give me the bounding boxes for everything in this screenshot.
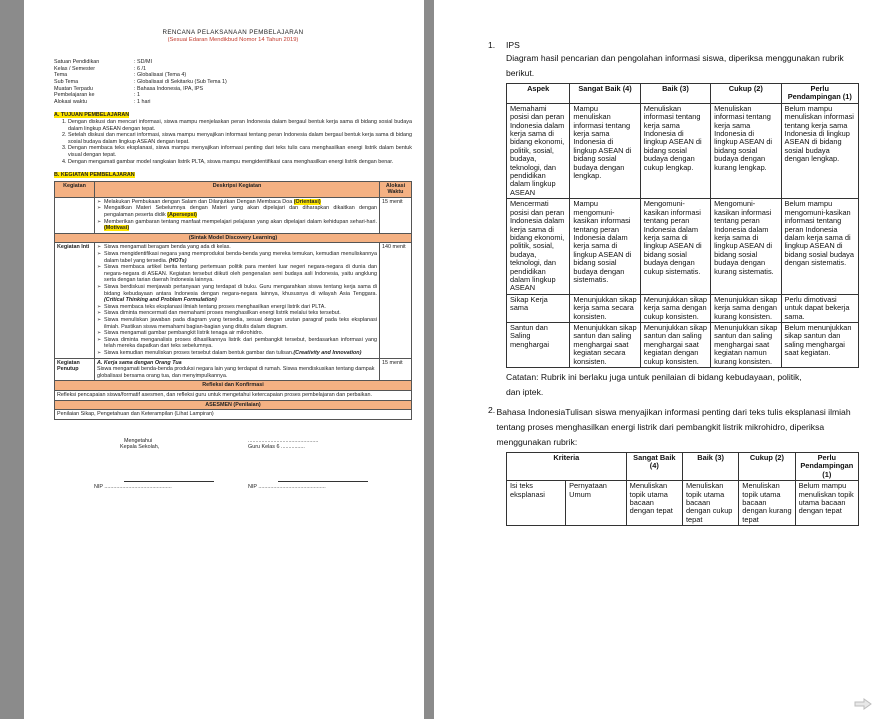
rubric-header: Baik (3): [640, 84, 710, 104]
rubric-header: Perlu Pendampingan (1): [795, 453, 858, 481]
identity-row: [54, 86, 412, 93]
kegiatan-table: [54, 181, 412, 420]
header-deskripsi: Deskripsi Kegiatan: [95, 181, 380, 197]
rpp-title: RENCANA PELAKSANAAN PEMBELAJARAN: [162, 29, 304, 36]
rubric-cell: Menuliskan topik utama bacaan dengan kurang tepat: [739, 481, 795, 526]
section-b-heading: [54, 172, 412, 179]
rubric-cell: Perlu dimotivasi untuk dapat bekerja sama.: [781, 294, 858, 322]
tujuan-list: [60, 119, 412, 165]
item-text: Siswa diminta mencermati dan memahami proses menghasilkan energi listrik melalui teks tersebut.: [104, 310, 341, 317]
table-row: [507, 199, 859, 294]
rubric-cell: Belum menunjukkan sikap santun dan saling menghargai saat kegiatan.: [781, 322, 858, 367]
rubric-cell: Mengomuni-kasikan informasi tentang peran Indonesia dalam kerja sama di lingkup ASEAN di bidang sosial budaya dengan kurang sistematis.: [711, 199, 781, 294]
tujuan-item: 1. Dengan diskusi dan mencari informasi, siswa mampu menjelaskan peran Indonesia dalam bergaul bentuk kerja sama di bidang sosial budaya dalam lingkup ASEAN dengan tepat.: [68, 119, 412, 132]
rubric-cell: Mampu mengomuni-kasikan informasi tentang peran Indonesia dalam kerja sama di lingkup ASEAN di bidang sosial budaya dengan sistematis.: [570, 199, 640, 294]
rubric-header: Baik (3): [682, 453, 738, 481]
rubric-header: Perlu Pendampingan (1): [781, 84, 858, 104]
table-row: [507, 294, 859, 322]
identity-row: [54, 66, 412, 73]
rubric-cell: Menuliskan informasi tentang kerja sama Indonesia di lingkup ASEAN di bidang sosial budaya dengan kurang lengkap.: [711, 103, 781, 198]
asesmen-band: ASESMEN (Penilaian): [55, 400, 412, 410]
rubric-header: Sangat Baik (4): [570, 84, 640, 104]
item-tag: (Critical Thinking and Problem Formulation): [104, 297, 217, 304]
tujuan-item: 2. Setelah diskusi dan mencari informasi, siswa mampu menyajikan informasi tentang peran Indonesia dalam bergaul bentuk kerja sama di bidang sosial budaya dalam lingkup ASEAN dengan tepat.: [68, 132, 412, 145]
rubric-cell: Menuliskan informasi tentang kerja sama Indonesia di lingkup ASEAN di bidang sosial budaya dengan cukup lengkap.: [640, 103, 710, 198]
penutup-alokasi: 15 menit: [380, 358, 412, 381]
section-a-heading: [54, 112, 412, 119]
table-row: [55, 358, 412, 381]
pendahuluan-label: [55, 197, 95, 233]
next-page-arrow-icon[interactable]: [853, 697, 873, 711]
rubric-cell: Menuliskan topik utama bacaan dengan cukup tepat: [682, 481, 738, 526]
header-alokasi: Alokasi Waktu: [380, 181, 412, 197]
item-text: Siswa mengamati gambar pembangkit listrik tenaga air mikrohidro.: [104, 330, 264, 337]
signature-line: [278, 481, 368, 482]
rubric-cell: Mampu menuliskan informasi tentang kerja sama Indonesia di lingkup ASEAN di bidang sosial budaya dengan lengkap.: [570, 103, 640, 198]
identity-key: Satuan Pendidikan: [54, 59, 100, 66]
nip-left: NIP .............................................: [94, 483, 172, 490]
item-1-para: Diagram hasil pencarian dan pengolahan informasi siswa, diperiksa menggunakan rubrik berikut.: [506, 53, 844, 78]
rubric-cell: Menunjukkan sikap kerja sama dengan cukup konsisten.: [640, 294, 710, 322]
rubric-cell: Santun dan Saling menghargai: [507, 322, 570, 367]
penutup-label: Kegiatan Penutup: [55, 358, 95, 381]
item-highlight: (Motivasi): [104, 225, 130, 232]
item-2: [488, 405, 859, 450]
item-text: Siswa diminta menganalisis proses dihasilkannya listrik dari pembangkit tersebut, berdasarkan informasi yang telah mereka dapatkan dari teks sebelumnya.: [104, 336, 377, 350]
rubric-cell: Belum mampu mengomuni-kasikan informasi tentang peran Indonesia dalam kerja sama di lingkup ASEAN di bidang sosial budaya dengan sistematis.: [781, 199, 858, 294]
table-row: [55, 243, 412, 358]
asesmen-text: Penilaian Sikap, Pengetahuan dan Keterampilan (Lihat Lampiran): [55, 410, 412, 420]
list-item: [97, 264, 377, 284]
header-kegiatan: Kegiatan: [55, 181, 95, 197]
item-text: Siswa mengamati beragam benda yang ada di kelas.: [104, 244, 231, 251]
item-text: Siswa berdiskusi menjawab pertanyaan yang terdapat di buku. Guru mengarahkan siswa tentang kerja sama di bidang kebudayaan antara Indonesia dengan negara-negara lainnya, khususnya di wilayah Asia Tenggara.: [104, 284, 377, 297]
rubric-header: Aspek: [507, 84, 570, 104]
list-item: [97, 205, 377, 218]
rubric-cell: Memahami posisi dan peran Indonesia dalam kerja sama di bidang ekonomi, politik, sosial, budaya, teknologi, dan pendidikan dalam lingkup ASEAN: [507, 103, 570, 198]
tujuan-item: 3. Dengan membaca teks eksplanasi, siswa mampu menyajikan informasi penting dari teks tulis cara menghasilkan energi listrik dalam bentuk visual dengan tepat.: [68, 145, 412, 158]
rubric-header: Sangat Baik (4): [626, 453, 682, 481]
identity-key: Sub Tema: [54, 78, 79, 85]
rubric-cell: Menuliskan topik utama bacaan dengan tepat: [626, 481, 682, 526]
list-item: [97, 337, 377, 350]
list-item: [97, 244, 377, 251]
sig-mengetahui: Mengetahui: [124, 437, 153, 444]
rubric-cell: Menunjukkan sikap santun dan saling menghargai saat kegiatan dengan cukup konsisten.: [640, 322, 710, 367]
penutup-heading: A. Kerja sama dengan Orang Tua: [97, 359, 182, 366]
inti-alokasi: 140 menit: [380, 243, 412, 358]
rubric-header: Cukup (2): [739, 453, 795, 481]
pendahuluan-desc: [95, 197, 380, 233]
rubric-cell: Mengomuni-kasikan informasi tentang peran Indonesia dalam kerja sama di lingkup ASEAN di bidang sosial budaya dengan cukup sistematis.: [640, 199, 710, 294]
list-item: [97, 350, 377, 357]
rubric-cell: Sikap Kerja sama: [507, 294, 570, 322]
table-row: [55, 197, 412, 233]
rubric-cell: Belum mampu menuliskan topik utama bacaan dengan tepat: [795, 481, 858, 526]
rubric-cell: Menunjukkan sikap kerja sama dengan kurang konsisten.: [711, 294, 781, 322]
item-text: Melakukan Pembukaan dengan Salam dan Dilanjutkan Dengan Membaca Doa: [104, 198, 294, 205]
inti-desc: [95, 243, 380, 358]
item-number: 1.: [488, 40, 496, 50]
identity-key: Muatan Terpadu: [54, 85, 93, 92]
table-row: [507, 322, 859, 367]
list-item: [97, 330, 377, 337]
item-tag: (HOTs): [168, 257, 187, 264]
list-item: [97, 199, 377, 206]
item-text: Siswa kemudian menuliskan proses tersebut dalam bentuk gambar dan tulisan.: [104, 349, 294, 356]
item-text: Memberikan gambaran tentang manfaat mempelajari pelajaran yang akan dipelajari dalam kehidupan sehari-hari.: [104, 218, 377, 225]
list-item: [97, 310, 377, 317]
item-number: 2.: [488, 405, 496, 415]
refleksi-text: Refleksi pencapaian siswa/formatif asesmen, dan refleksi guru untuk mengetahui ketercapaian proses pembelajaran dan perbaikan.: [55, 390, 412, 400]
item-text: Siswa mengidentifikasi negara yang memproduksi benda-benda yang mereka temukan, kemudian menuliskannya dalam tabel yang tersedia.: [104, 251, 377, 264]
identity-key: Kelas / Semester: [54, 65, 96, 72]
penutup-text: Siswa mengamati benda-benda produksi negara lain yang terdapat di rumah. Siswa mendiskusikan tentang dampak globalisasi bersama orang tua, dan menyimpulkannya.: [97, 366, 375, 379]
identity-value: : 1 hari: [134, 98, 151, 105]
identity-row: [54, 92, 412, 99]
identity-value: : 6 /1: [134, 65, 146, 72]
identity-key: Alokasi waktu: [54, 98, 87, 105]
refleksi-band: Refleksi dan Konfirmasi: [55, 381, 412, 391]
rubric-header: Kriteria: [507, 453, 627, 481]
item-highlight: (Orientasi): [293, 198, 321, 205]
item-1-heading: IPS: [506, 40, 520, 50]
rubric-cell: Mencermati posisi dan peran Indonesia dalam kerja sama di bidang ekonomi, politik, sosial, budaya, teknologi, dan pendidikan dalam lingkup ASEAN: [507, 199, 570, 294]
identity-value: : Globalisasi (Tema 4): [134, 72, 187, 79]
list-item: [97, 304, 377, 311]
inti-label: Kegiatan Inti: [55, 243, 95, 358]
identity-row: [54, 59, 412, 66]
identity-row: [54, 72, 412, 79]
rubric-header: Cukup (2): [711, 84, 781, 104]
section-a-label: A. TUJUAN PEMBELAJARAN: [54, 112, 130, 119]
sig-guru: Guru Kelas 6 ................: [248, 444, 305, 451]
catatan-line-1: Catatan: Rubrik ini berlaku juga untuk penilaian di bidang kebudayaan, politik,: [506, 372, 802, 382]
identity-key: Tema: [54, 72, 68, 79]
rubric-table-ips: [506, 83, 859, 368]
pendahuluan-alokasi: 15 menit: [380, 197, 412, 233]
rubric-table-bindo: [506, 452, 859, 526]
identity-row: [54, 99, 412, 106]
nip-right: NIP .............................................: [248, 483, 326, 490]
tujuan-item: 4. Dengan mengamati gambar model rangkaian listrik PLTA, siswa mampu mengidentifikasi cara menghasilkan energi listrik dengan benar.: [68, 159, 412, 166]
sig-kepala: Kepala Sekolah,: [120, 444, 160, 451]
signature-left: [94, 438, 244, 491]
signature-right: [248, 438, 398, 491]
identity-value: : 1: [134, 92, 140, 99]
identity-value: : SD/MI: [134, 59, 152, 66]
item-tag: (Creativity and Innovation): [293, 349, 362, 356]
item-text: Siswa membaca artikel berita tentang pertemuan politik para menteri luar negeri negara-negara di dunia dan negara-negara di ASEAN. Kegiatan tersebut diikuti oleh pengenalan seni budaya asli Indonesia, yaitu angklung serta dengan tarian daerah Indonesia lainnya.: [104, 264, 377, 284]
item-text: Siswa menuliskan jawaban pada diagram yang tersedia, sesuai dengan urutan paragraf pada teks eksplanasi ilmiah. Pastikan siswa memahami bagian-bagian yang ditulis dalam diagram.: [104, 316, 377, 330]
rubric-cell: Isi teks eksplanasi: [507, 481, 566, 526]
rubric-cell: Menunjukkan sikap santun dan saling menghargai saat kegiatan secara konsisten.: [570, 322, 640, 367]
rpp-subtitle: (Sesuai Edaran Mendikbud Nomor 14 Tahun 2019): [167, 36, 299, 43]
identity-block: [54, 59, 412, 105]
penutup-desc: [95, 358, 380, 381]
item-text: Siswa membaca teks eksplanasi ilmiah tentang proses menghasilkan energi listrik dari PLTA.: [104, 303, 326, 310]
signature-block: [54, 438, 412, 491]
rubric-cell: Belum mampu menuliskan informasi tentang kerja sama Indonesia di lingkup ASEAN di bidang sosial budaya dengan lengkap.: [781, 103, 858, 198]
sintak-band: (Sintak Model Discovery Learning): [55, 233, 412, 243]
list-item: [97, 251, 377, 264]
rubric-cell: Pernyataan Umum: [566, 481, 627, 526]
rubric-cell: Menunjukkan sikap kerja sama secara konsisten.: [570, 294, 640, 322]
item-2-para: Bahasa IndonesiaTulisan siswa menyajikan informasi penting dari teks tulis eksplanasi ilmiah tentang proses menghasilkan energi listrik dari pembangkit listrik mikrohidro, diperiksa menggunakan rubrik:: [496, 407, 851, 447]
identity-row: [54, 79, 412, 86]
table-row: [507, 481, 859, 526]
identity-value: : Bahasa Indonesia, IPA, IPS: [134, 85, 204, 92]
item-highlight: (Apersepsi): [167, 212, 197, 219]
list-item: [97, 284, 377, 304]
item-1: [488, 40, 859, 51]
identity-key: Pembelajaran ke: [54, 92, 95, 99]
document-page-right: [434, 0, 881, 719]
signature-line: [124, 481, 214, 482]
table-row: [507, 103, 859, 198]
document-page-left: [24, 0, 424, 719]
catatan-line-2: dan iptek.: [506, 387, 544, 397]
list-item: [97, 317, 377, 330]
list-item: [97, 219, 377, 232]
sig-place-date: ...............................................: [248, 437, 319, 444]
item-text: Mengaitkan Materi Sebelumnya dengan Materi yang akan dipelajari dan diharapkan dikaitkan dengan pengalaman peserta didik: [104, 205, 377, 219]
section-b-label: B. KEGIATAN PEMBELAJARAN: [54, 172, 135, 179]
identity-value: : Globalisasi di Sekitarku (Sub Tema 1): [134, 78, 227, 85]
rubric-cell: Menunjukkan sikap santun dan saling menghargai saat kegiatan namun kurang konsisten.: [711, 322, 781, 367]
